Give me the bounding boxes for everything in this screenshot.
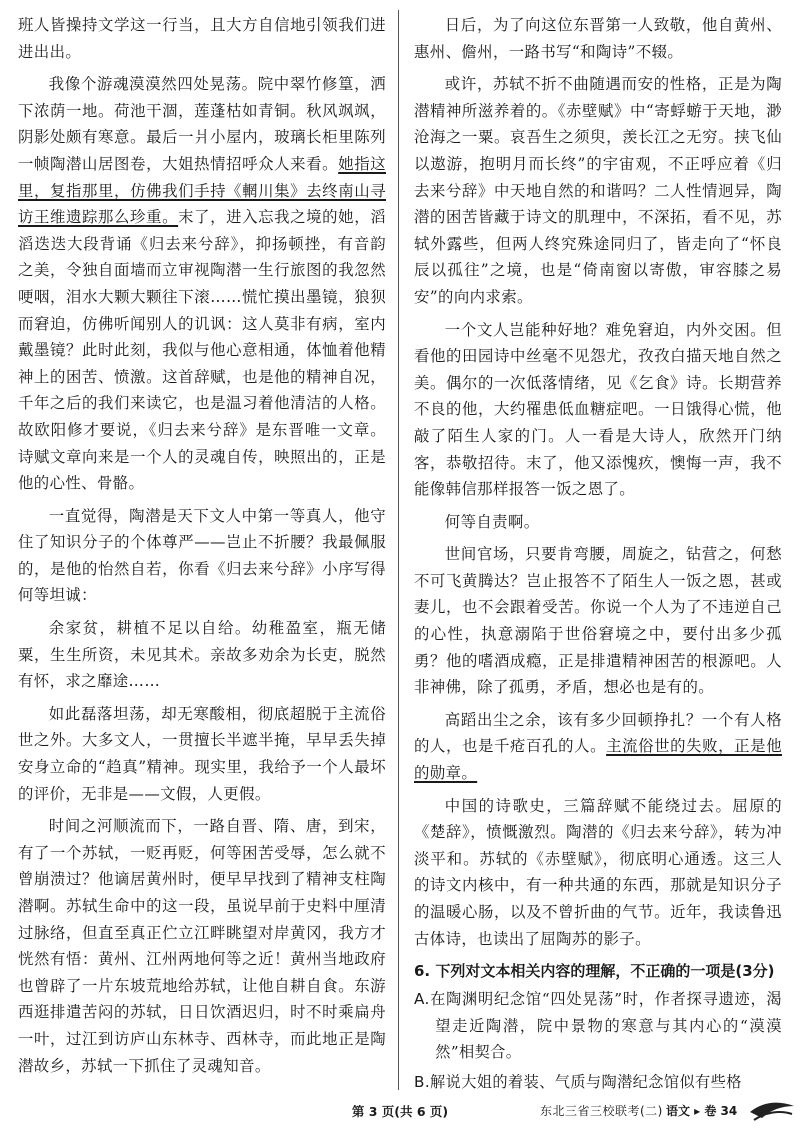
exam-name: 东北三省三校联考(二) [540, 1104, 663, 1118]
option-letter: A. [414, 990, 430, 1009]
text-run: 末了，进入忘我之境的她，滔滔迭迭大段背诵《归去来兮辞》，抑扬顿挫，有音韵之美，令独自面墙而立审视陶潜一生行旅图的我忽然哽咽，泪水大颗大颗往下滚……慌忙摸出墨镜，狼狈而窘迫，仿佛听闻别人的讥讽：这人莫非有病，室内戴墨镜？此时此刻，我似与他心意相通，体恤着他精神上的困苦、愤激。这首辞赋，也是他的精神自况，千年之后的我们来读它，也是温习着他清洁的人格。故欧阳修才要说，《归去来兮辞》是东晋唯一文章。诗赋文章向来是一个人的灵魂自传，映照出的，正是他的心性、骨骼。 [18, 208, 386, 493]
option-letter: B. [414, 1073, 431, 1092]
left-paragraph-6: 时间之河顺流而下，一路自晋、隋、唐，到宋，有了一个苏轼，一贬再贬，何等困苦受辱，怎么就不曾崩溃过？他谪居黄州时，便早早找到了精神支柱陶潜啊。苏轼生命中的这一段，虽说早前于史料中厘清过脉络，但直至真正伫立江畔眺望对岸黄冈，我方才恍然有悟：黄州、江州两地何等之近！黄州当地政府也曾辟了一片东坡荒地给苏轼，让他自耕自食。东游西逛排遣苦闷的苏轼，日日饮酒迟归，时不时乘扁舟一叶，过江到访庐山东林寺、西林寺，而此地正是陶潜故乡，苏轼一下抓住了灵魂知音。 [18, 817, 386, 1075]
page-footer [0, 1098, 800, 1126]
right-column [414, 12, 782, 1100]
right-paragraph-6 [414, 707, 782, 787]
left-column [18, 12, 386, 1085]
right-paragraph-3: 一个文人岂能种好地？难免窘迫，内外交困。但看他的田园诗中丝毫不见怨尤，孜孜白描天地自然之美。偶尔的一次低落情绪，见《乞食》诗。长期营养不良的他，大约罹患低血糖症吧。一日饿得心慌，他敲了陌生人家的门。人一看是大诗人，欣然开门纳客，恭敬招待。末了，他又添愧疚，懊悔一声，我不能像韩信那样报答一饭之恩了。 [414, 320, 782, 499]
left-paragraph-1: 班人皆操持文学这一行当，且大方自信地引领我们进进出出。 [18, 16, 386, 61]
left-paragraph-3: 一直觉得，陶潜是天下文人中第一等真人，他守住了知识分子的个体尊严——岂止不折腰？我最佩服的，是他的怡然自若，你看《归去来兮辞》小序写得何等坦诚： [18, 506, 386, 605]
right-paragraph-4: 何等自责啊。 [444, 512, 540, 531]
option-b[interactable] [414, 1069, 782, 1095]
question-stem: 6. 下列对文本相关内容的理解，不正确的一项是(3分) [414, 962, 775, 981]
publisher-logo-icon [748, 1098, 796, 1124]
right-paragraph-2: 或许，苏轼不折不曲随遇而安的性格，正是为陶潜精神所滋养着的。《赤壁赋》中“寄蜉蝣于天地，渺沧海之一粟。哀吾生之须臾，羡长江之无穷。挟飞仙以遨游，抱明月而长终”的宇宙观，不正呼应着《归去来兮辞》中天地自然的和谐吗？二人性情迥异，陶潜的困苦皆藏于诗文的肌理中，不深拓，看不见，苏轼外露些，但两人终究殊途同归了，皆走向了“怀良辰以孤往”之境，也是“倚南窗以寄傲，审容膝之易安”的向内求索。 [414, 75, 782, 306]
left-paragraph-2 [18, 71, 386, 497]
right-paragraph-5: 世间官场，只要肯弯腰，周旋之，钻营之，何愁不可飞黄腾达？岂止报答不了陌生人一饭之恩，甚或妻儿，也不会跟着受苦。你说一个人为了不违逆自己的心性，执意溺陷于世俗窘境之中，要付出多少孤勇？他的嗜酒成瘾，正是排遣精神困苦的根源吧。人非神佛，除了孤勇，矛盾，想必也是有的。 [414, 545, 782, 697]
page-number: 第 3 页(共 6 页) [351, 1104, 449, 1119]
option-text: 解说大姐的着装、气质与陶潜纪念馆似有些格 [430, 1073, 742, 1092]
quoted-preface: 余家贫，耕植不足以自给。幼稚盈室，瓶无储粟，生生所资，未见其术。亲故多劝余为长吏，脱然有怀，求之靡途…… [18, 619, 386, 691]
right-paragraph-7: 中国的诗歌史，三篇辞赋不能绕过去。屈原的《楚辞》，愤慨激烈。陶潜的《归去来兮辞》，转为冲淡平和。苏轼的《赤壁赋》，彻底明心通透。这三人的诗文内核中，有一种共通的东西，那就是知识分子的温暖心肠，以及不曾折曲的气节。近年，我读鲁迅古体诗，也读出了屈陶苏的影子。 [414, 796, 782, 948]
column-divider [398, 10, 399, 1090]
right-paragraph-1: 日后，为了向这位东晋第一人致敬，他自黄州、惠州、儋州，一路书写“和陶诗”不辍。 [414, 16, 782, 61]
subject-label: 语文 ▸ 卷 34 [666, 1104, 738, 1118]
underlined-sentence: 她指这里，复指那里，仿佛我们手持《輞川集》去终南山寻访王维遗踪那么珍重。 [18, 154, 386, 227]
option-a[interactable] [414, 986, 782, 1065]
left-paragraph-5: 如此磊落坦荡，却无寒酸相，彻底超脱于主流俗世之外。大多文人，一贯擅长半遮半掩，早早丢失掉安身立命的“趋真”精神。现实里，我给予一个人最坏的评价，无非是——文假，人更假。 [18, 704, 386, 803]
underlined-sentence: 主流俗世的失败，正是他的勋章。 [414, 737, 782, 783]
text-run: 高蹈出尘之余，该有多少回顿挣扎？一个有人格的人，也是千疮百孔的人。 [414, 710, 782, 756]
option-text: 在陶渊明纪念馆“四处晃荡”时，作者探寻遗迹，渴望走近陶潜，院中景物的寒意与其内心的“漠漠然”相契合。 [429, 990, 782, 1061]
text-run: 我像个游魂漠漠然四处晃荡。院中翠竹修篁，洒下浓荫一地。荷池干涸，莲蓬枯如青铜。秋风飒飒，阴影处颇有寒意。最后一爿小屋内，玻璃长柜里陈列一帧陶潜山居图卷，大姐热情招呼众人来看。 [18, 75, 386, 173]
